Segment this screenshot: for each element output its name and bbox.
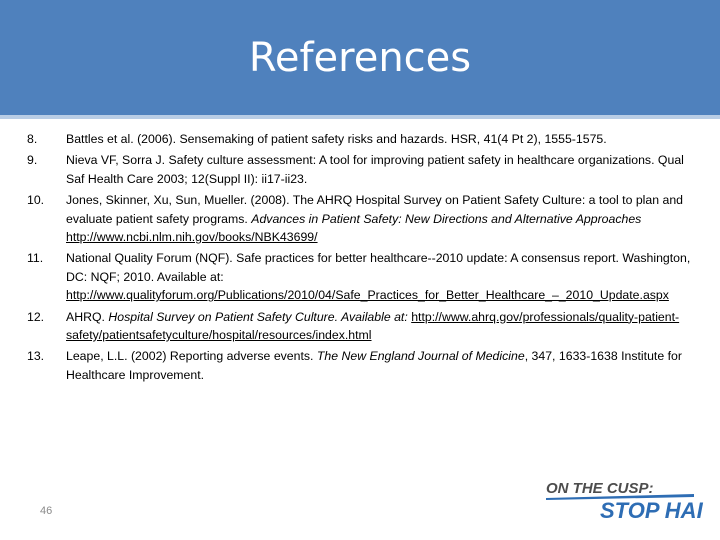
reference-number: 11. — [27, 251, 44, 266]
reference-text — [66, 249, 695, 304]
reference-item-12 — [27, 308, 695, 345]
reference-source-title: Advances in Patient Safety: New Directions and Alternative Approaches — [251, 211, 642, 226]
reference-text — [66, 308, 695, 345]
reference-item-13 — [27, 347, 695, 384]
reference-number: 12. — [27, 309, 45, 324]
reference-link[interactable]: http://www.qualityforum.org/Publications/2010/04/Safe_Practices_for_Better_Healthcare_–_2010_Update.aspx — [66, 288, 669, 303]
reference-item-8 — [27, 130, 695, 148]
reference-citation: Leape, L.L. (2002) Reporting adverse events. — [66, 349, 317, 364]
reference-number: 13. — [27, 349, 45, 364]
logo-line1: ON THE CUSP: — [546, 480, 654, 497]
slide-title: References — [248, 35, 472, 81]
title-divider — [0, 115, 720, 119]
reference-item-10 — [27, 191, 695, 246]
logo-line2: STOP HAI — [600, 498, 703, 523]
on-the-cusp-logo — [544, 474, 704, 524]
reference-citation: Jones, Skinner, Xu, Sun, Mueller. (2008). The AHRQ Hospital Survey on Patient Safety Culture: a tool to plan and evaluate patient safety programs. — [66, 193, 684, 226]
reference-number: 10. — [27, 193, 45, 208]
reference-citation: AHRQ. — [66, 309, 109, 324]
reference-link[interactable]: http://www.ncbi.nlm.nih.gov/books/NBK43699/ — [66, 230, 318, 245]
reference-citation: Nieva VF, Sorra J. Safety culture assessment: A tool for improving patient safety in healthcare organizations. Qual Saf Health Care 2003; 12(Suppl II): ii17-ii23. — [66, 153, 684, 186]
reference-text — [66, 151, 695, 188]
reference-text — [66, 191, 695, 246]
reference-source-title: The New England Journal of Medicine — [316, 349, 525, 364]
reference-number: 9. — [27, 153, 38, 168]
reference-link[interactable]: http://www.ahrq.gov/professionals/quality-patient-safety/patientsafetyculture/hospital/resources/index.html — [66, 309, 680, 343]
reference-source-title: Hospital Survey on Patient Safety Culture. Available at: — [108, 309, 408, 324]
reference-item-9 — [27, 151, 695, 188]
reference-text — [66, 130, 695, 148]
reference-citation-end: , 347, 1633-1638 Institute for Healthcare Improvement. — [66, 349, 682, 382]
reference-text — [66, 347, 695, 384]
reference-citation: Battles et al. (2006). Sensemaking of patient safety risks and hazards. HSR, 41(4 Pt 2), 1555-1575. — [66, 132, 607, 146]
reference-list — [27, 130, 695, 387]
reference-citation: National Quality Forum (NQF). Safe practices for better healthcare--2010 update: A consensus report. Washington, DC: NQF; 2010. Available at: — [66, 251, 691, 284]
reference-number: 8. — [27, 132, 38, 146]
page-number: 46 — [40, 505, 53, 517]
reference-item-11 — [27, 249, 695, 304]
